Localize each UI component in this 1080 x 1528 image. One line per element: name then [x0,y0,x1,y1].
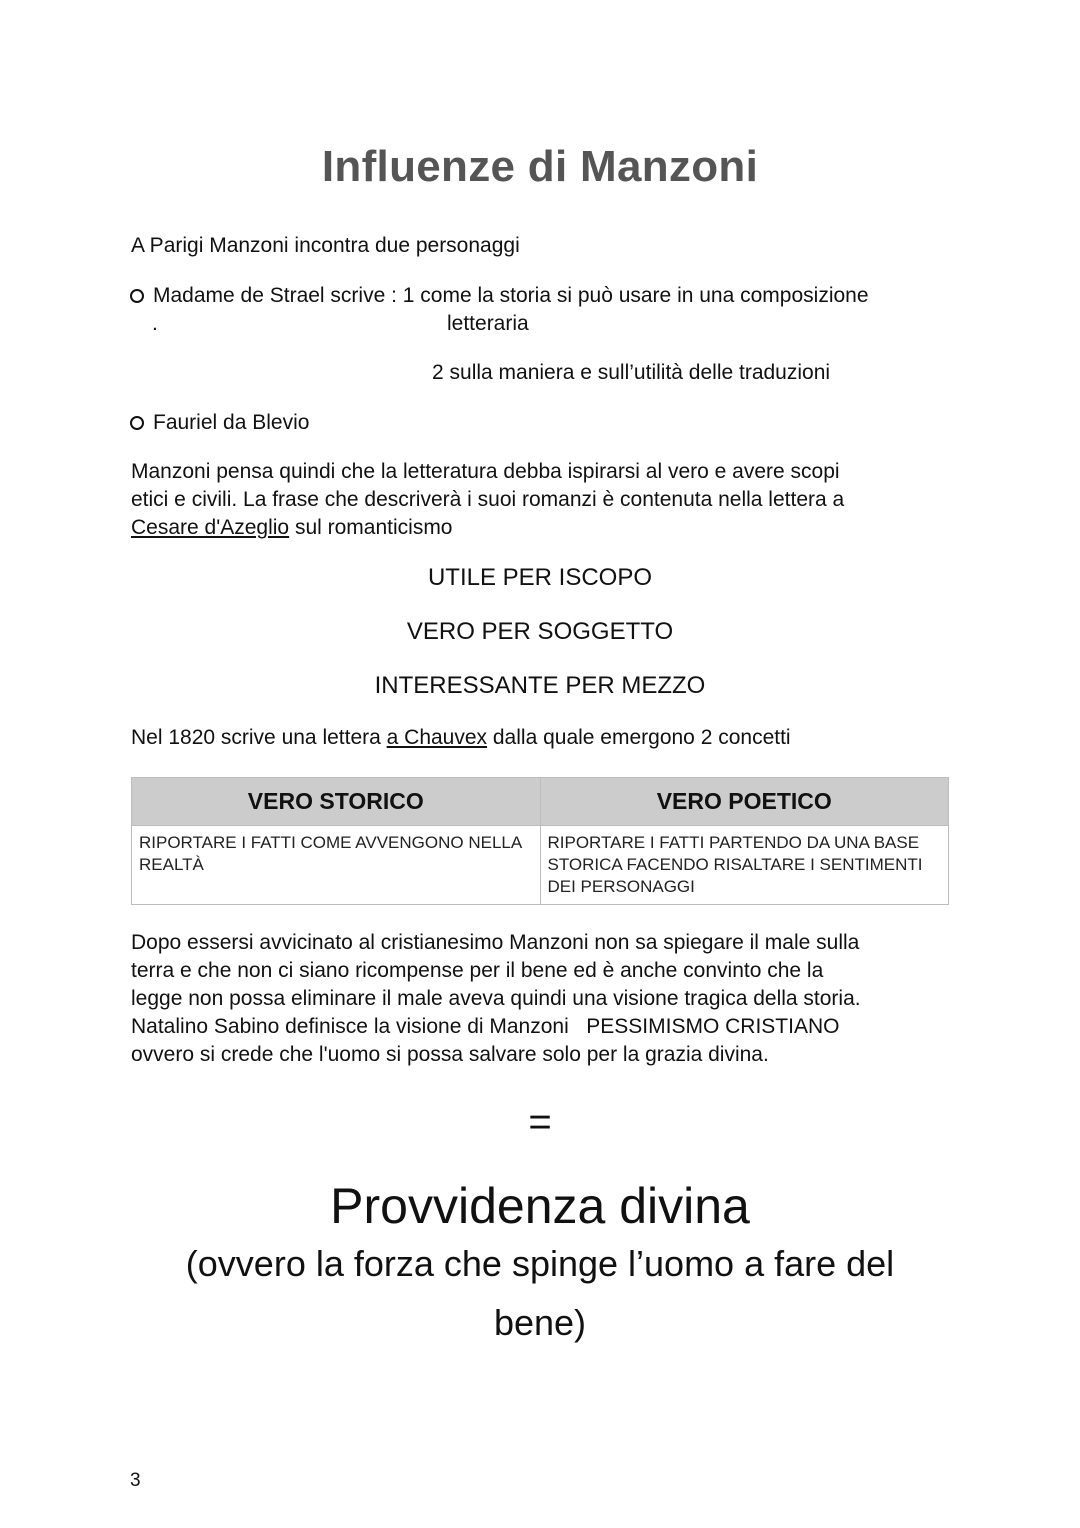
paragraph-line-rest: sul romanticismo [289,516,453,539]
header-vero-poetico: VERO POETICO [540,778,949,826]
equals-sign: = [528,1100,552,1144]
paragraph-line: ovvero si crede che l'uomo si possa salvare solo per la grazia divina. [131,1043,769,1066]
cell-vero-storico: RIPORTARE I FATTI COME AVVENGONO NELLA REALTÀ [132,826,541,905]
bullet-item1-continuation: letteraria [447,312,529,335]
paragraph-line: Dopo essersi avvicinato al cristianesimo Manzoni non sa spiegare il male sulla [131,931,860,954]
page-number: 3 [130,1470,141,1491]
motto-line-1: UTILE PER ISCOPO [427,564,653,591]
paragraph-line: terra e che non ci siano ricompense per il bene ed è anche convinto che la [131,959,824,982]
bullet-item2: 2 sulla maniera e sull’utilità delle traduzioni [432,361,831,384]
bullet-circle-icon [130,416,144,430]
bullet-dot: . [152,312,158,335]
motto-line-3: INTERESSANTE PER MEZZO [374,672,706,699]
paragraph-line: Manzoni pensa quindi che la letteratura debba ispirarsi al vero e avere scopi [131,460,840,483]
provvidenza-subtitle-line-2: bene) [493,1302,587,1343]
sentence-start: Nel 1820 scrive una lettera [131,726,387,749]
intro-text: A Parigi Manzoni incontra due personaggi [131,234,520,257]
paragraph-line [131,514,453,542]
cesare-dazeglio-link: Cesare d'Azeglio [131,516,290,539]
provvidenza-heading: Provvidenza divina [330,1178,750,1234]
header-vero-storico: VERO STORICO [132,778,541,826]
paragraph-line: etici e civili. La frase che descriverà i suoi romanzi è contenuta nella lettera a [131,488,845,511]
bullet-circle-icon [130,289,144,303]
bullet-madame-de-strael: Madame de Strael scrive : 1 come la storia si può usare in una composizione [153,284,869,307]
paragraph-line: Natalino Sabino definisce la visione di Manzoni PESSIMISMO CRISTIANO [131,1015,840,1038]
chauvex-link: a Chauvex [386,726,488,749]
provvidenza-subtitle-line-1: (ovvero la forza che spinge l’uomo a fare del [185,1243,895,1284]
bullet-fauriel: Fauriel da Blevio [153,411,310,434]
chauvex-sentence [131,724,791,752]
table-row [132,826,949,905]
motto-line-2: VERO PER SOGGETTO [406,618,674,645]
page-title: Influenze di Manzoni [321,142,759,191]
sentence-end: dalla quale emergono 2 concetti [487,726,791,749]
concepts-table [131,777,949,905]
cell-vero-poetico: RIPORTARE I FATTI PARTENDO DA UNA BASE STORICA FACENDO RISALTARE I SENTIMENTI DEI PERSONAGGI [540,826,949,905]
paragraph-line: legge non possa eliminare il male aveva quindi una visione tragica della storia. [131,987,861,1010]
table-header-row [132,778,949,826]
